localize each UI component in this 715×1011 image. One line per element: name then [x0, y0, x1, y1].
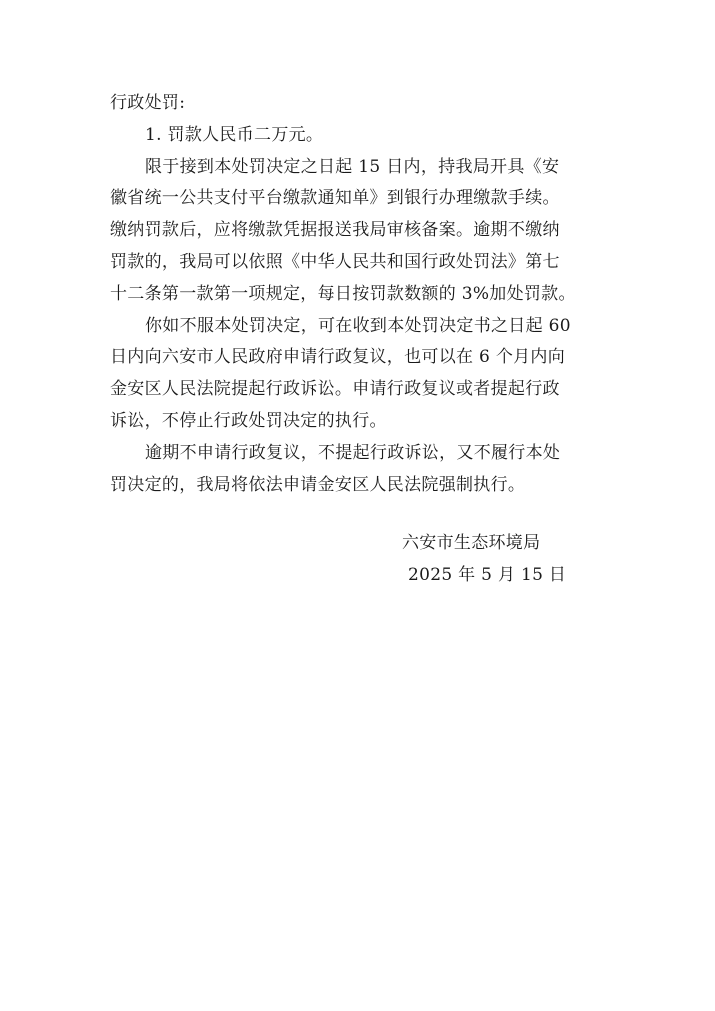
text-line: 罚款的，我局可以依照《中华人民共和国行政处罚法》第七	[110, 251, 560, 272]
text-line: 1. 罚款人民币二万元。	[145, 124, 324, 145]
text-line: 罚决定的，我局将依法申请金安区人民法院强制执行。	[110, 474, 526, 495]
text-line: 限于接到本处罚决定之日起 15 日内，持我局开具《安	[145, 156, 560, 177]
text-line: 缴纳罚款后，应将缴款凭据报送我局审核备案。逾期不缴纳	[110, 220, 560, 241]
issue-date: 2025 年 5 月 15 日	[408, 565, 567, 585]
text-line: 徽省统一公共支付平台缴款通知单》到银行办理缴款手续。	[110, 188, 560, 209]
text-line: 行政处罚:	[110, 93, 186, 113]
document-body	[110, 88, 610, 501]
issuing-organization: 六安市生态环境局	[402, 533, 541, 553]
text-line: 金安区人民法院提起行政诉讼。申请行政复议或者提起行政	[110, 379, 560, 400]
text-line: 你如不服本处罚决定，可在收到本处罚决定书之日起 60	[145, 315, 571, 336]
text-line: 十二条第一款第一项规定，每日按罚款数额的 3%加处罚款。	[110, 283, 576, 304]
text-line: 诉讼，不停止行政处罚决定的执行。	[110, 410, 387, 431]
text-line: 日内向六安市人民政府申请行政复议，也可以在 6 个月内向	[110, 347, 566, 368]
text-line: 逾期不申请行政复议，不提起行政诉讼，又不履行本处	[145, 442, 561, 463]
